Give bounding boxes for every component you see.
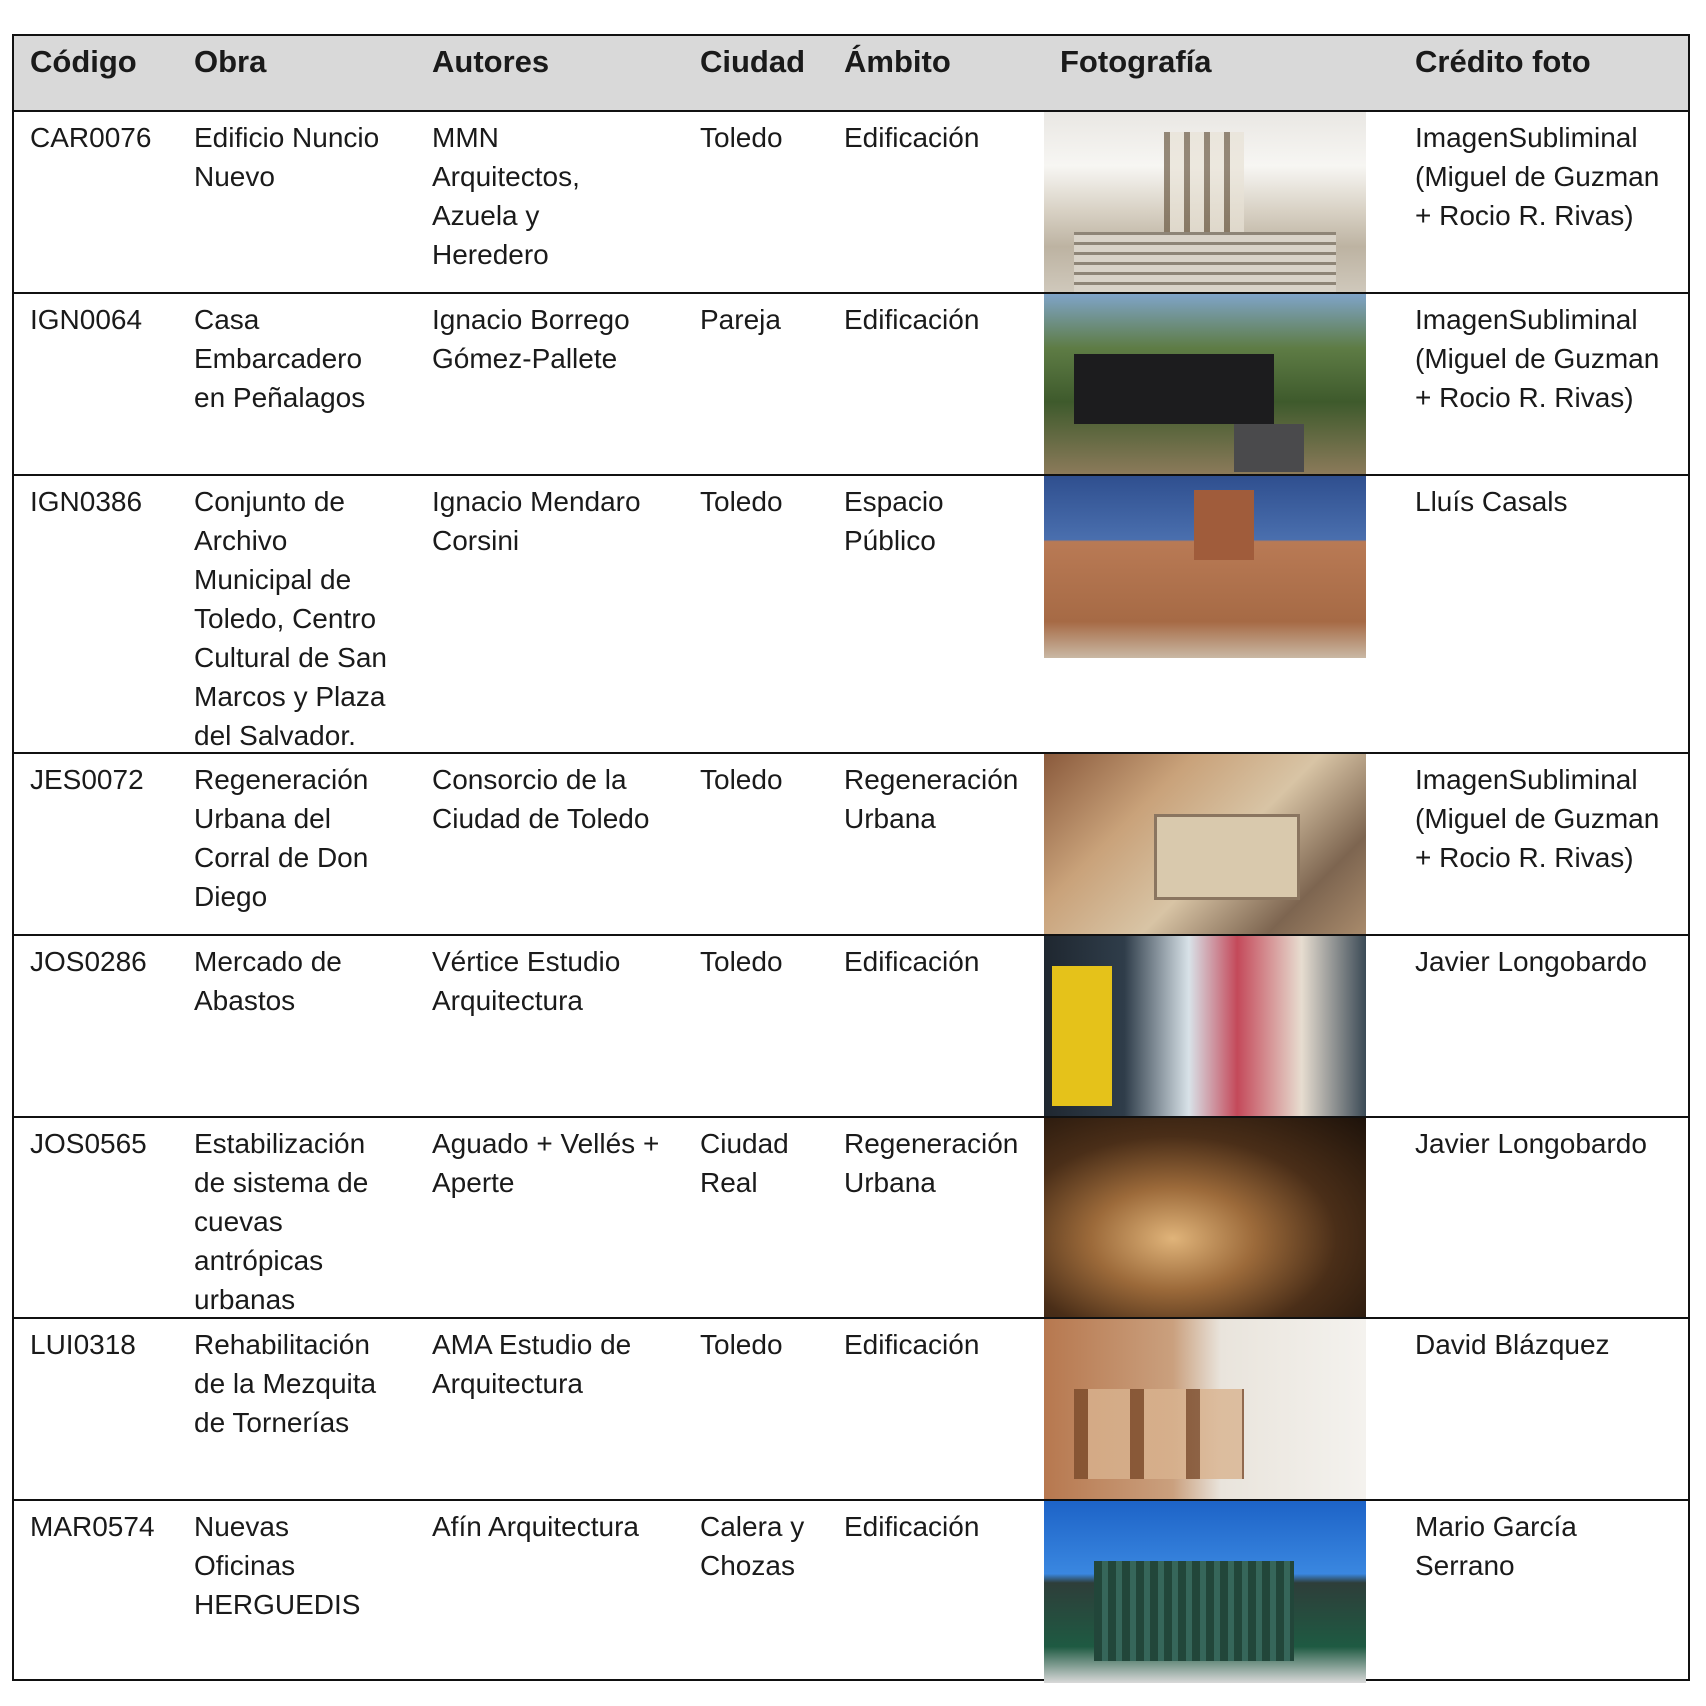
cell-ciudad: Toledo [700, 946, 783, 977]
cell-obra: Estabilización de sistema de cuevas antrópicas urbanas [194, 1128, 369, 1315]
cell-fotografia [1044, 1501, 1399, 1683]
header-autores: Autores [432, 44, 550, 79]
cell-ciudad: Toledo [700, 764, 783, 795]
table-row [14, 1116, 1688, 1317]
cell-fotografia [1044, 476, 1399, 755]
project-photo [1044, 476, 1366, 658]
cell-credito: Javier Longobardo [1415, 946, 1647, 977]
cell-autores: Ignacio Mendaro Corsini [432, 486, 641, 556]
cell-credito: ImagenSubliminal (Miguel de Guzman + Rocio R. Rivas) [1415, 304, 1660, 413]
cell-obra: Regeneración Urbana del Corral de Don Diego [194, 764, 369, 912]
cell-ciudad: Calera y Chozas [700, 1511, 805, 1581]
cell-credito: ImagenSubliminal (Miguel de Guzman + Rocio R. Rivas) [1415, 122, 1660, 231]
cell-autores: Ignacio Borrego Gómez-Pallete [432, 304, 630, 374]
cell-obra: Conjunto de Archivo Municipal de Toledo, Centro Cultural de San Marcos y Plaza del Salvador. [194, 486, 388, 751]
project-photo [1044, 1319, 1366, 1499]
project-photo [1044, 936, 1366, 1118]
projects-table [12, 34, 1690, 1681]
cell-autores: Vértice Estudio Arquitectura [432, 946, 621, 1016]
cell-codigo: IGN0064 [30, 304, 143, 335]
cell-ambito: Regeneración Urbana [844, 1128, 1019, 1198]
cell-codigo: JES0072 [30, 764, 144, 795]
cell-fotografia [1044, 754, 1399, 936]
cell-codigo: JOS0565 [30, 1128, 147, 1159]
cell-ambito: Edificación [844, 304, 980, 335]
cell-codigo: LUI0318 [30, 1329, 136, 1360]
table-row [14, 292, 1688, 474]
cell-obra: Rehabilitación de la Mezquita de Tornerías [194, 1329, 377, 1438]
cell-autores: AMA Estudio de Arquitectura [432, 1329, 632, 1399]
table-row [14, 110, 1688, 292]
cell-ciudad: Toledo [700, 122, 783, 153]
cell-obra: Edificio Nuncio Nuevo [194, 122, 380, 192]
cell-codigo: IGN0386 [30, 486, 143, 517]
cell-credito: Javier Longobardo [1415, 1128, 1647, 1159]
cell-credito: David Blázquez [1415, 1329, 1610, 1360]
cell-ambito: Regeneración Urbana [844, 764, 1019, 834]
cell-autores: Consorcio de la Ciudad de Toledo [432, 764, 650, 834]
cell-codigo: CAR0076 [30, 122, 152, 153]
cell-fotografia [1044, 294, 1399, 474]
cell-fotografia [1044, 1319, 1399, 1499]
cell-autores: Aguado + Vellés + Aperte [432, 1128, 660, 1198]
cell-codigo: MAR0574 [30, 1511, 155, 1542]
cell-ambito: Espacio Público [844, 486, 944, 556]
cell-ambito: Edificación [844, 122, 980, 153]
table-row [14, 1317, 1688, 1499]
cell-credito: Mario García Serrano [1415, 1511, 1577, 1581]
cell-ambito: Edificación [844, 1329, 980, 1360]
project-photo [1044, 1501, 1366, 1683]
cell-obra: Nuevas Oficinas HERGUEDIS [194, 1511, 361, 1620]
cell-ciudad: Pareja [700, 304, 781, 335]
header-fotografia: Fotografía [1060, 44, 1212, 79]
cell-autores: Afín Arquitectura [432, 1511, 640, 1542]
header-ciudad: Ciudad [700, 44, 806, 79]
header-obra: Obra [194, 44, 267, 79]
project-photo [1044, 294, 1366, 474]
table-row [14, 752, 1688, 934]
cell-codigo: JOS0286 [30, 946, 147, 977]
cell-obra: Casa Embarcadero en Peñalagos [194, 304, 366, 413]
project-photo [1044, 112, 1366, 292]
header-codigo: Código [30, 44, 137, 79]
header-ambito: Ámbito [844, 44, 951, 79]
cell-fotografia [1044, 936, 1399, 1118]
project-photo [1044, 1118, 1366, 1319]
table-row [14, 474, 1688, 752]
cell-ciudad: Toledo [700, 1329, 783, 1360]
cell-autores: MMN Arquitectos, Azuela y Heredero [432, 122, 580, 270]
cell-ciudad: Toledo [700, 486, 783, 517]
table-header-row [14, 36, 1688, 110]
header-credito: Crédito foto [1415, 44, 1591, 79]
cell-credito: Lluís Casals [1415, 486, 1568, 517]
cell-obra: Mercado de Abastos [194, 946, 342, 1016]
cell-ambito: Edificación [844, 1511, 980, 1542]
cell-fotografia [1044, 112, 1399, 292]
cell-credito: ImagenSubliminal (Miguel de Guzman + Rocio R. Rivas) [1415, 764, 1660, 873]
table-row [14, 1499, 1688, 1679]
cell-ambito: Edificación [844, 946, 980, 977]
project-photo [1044, 754, 1366, 936]
cell-ciudad: Ciudad Real [700, 1128, 789, 1198]
table-row [14, 934, 1688, 1116]
cell-fotografia [1044, 1118, 1399, 1319]
